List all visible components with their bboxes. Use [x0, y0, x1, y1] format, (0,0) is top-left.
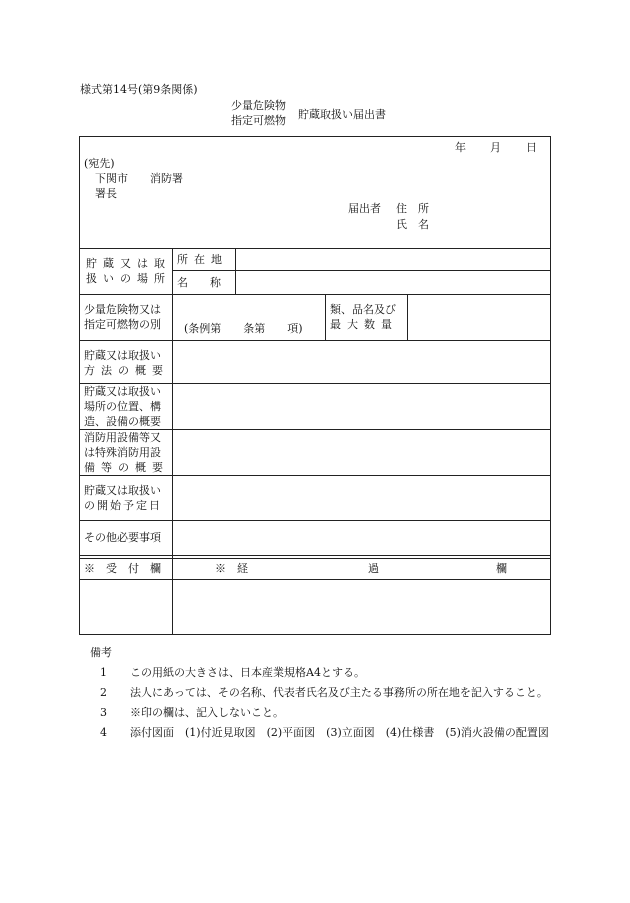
rule-fire: [80, 475, 551, 476]
rule-storage-place: [80, 294, 551, 295]
rule-location-name: [172, 270, 551, 271]
title-line-small-hazmat: 少量危険物: [231, 99, 286, 112]
remark-item: 1 この用紙の大きさは、日本産業規格A4とする。: [100, 666, 365, 679]
rule-label-column: [172, 248, 173, 635]
rule-double-2: [80, 558, 551, 559]
form-title-category: [231, 98, 286, 128]
form-number: 様式第14号(第9条関係): [80, 83, 198, 96]
label-category: 少量危険物又は 指定可燃物の別: [84, 303, 161, 331]
label-start-date: 貯蔵又は取扱い の開始予定日: [84, 484, 162, 512]
label-facility: 貯蔵又は取扱い 場所の位置、構 造、設備の概要: [84, 385, 161, 428]
label-kind-quantity: 類、品名及び 最大数量: [330, 303, 398, 331]
ordinance-reference: (条例第 条第 項): [184, 322, 303, 335]
label-progress-1: ※ 経: [215, 562, 248, 575]
label-name: 名 称: [177, 276, 221, 289]
rule-reception-header: [80, 579, 551, 580]
form-title-main: 貯蔵取扱い届出書: [298, 108, 386, 121]
applicant-name-label: 氏 名: [396, 218, 429, 231]
applicant-address-label: 住 所: [396, 202, 429, 215]
rule-start: [80, 520, 551, 521]
date-month: 月: [490, 141, 501, 154]
remark-item: 2 法人にあっては、その名称、代表者氏名及び主たる事務所の所在地を記入すること。: [100, 686, 548, 699]
label-progress-2: 過: [368, 562, 379, 575]
remark-item: 3 ※印の欄は、記入しないこと。: [100, 706, 284, 719]
remarks-heading: 備考: [90, 646, 112, 659]
label-other: その他必要事項: [84, 531, 161, 544]
date-day: 日: [526, 141, 537, 154]
form-table: [79, 136, 551, 635]
label-method: 貯蔵又は取扱い 方法の概要: [84, 349, 169, 377]
title-line-designated-combustible: 指定可燃物: [231, 114, 286, 127]
label-reception: ※ 受 付 欄: [84, 562, 161, 575]
rule-category: [80, 340, 551, 341]
label-progress-3: 欄: [496, 562, 507, 575]
rule-sub-label-column: [235, 248, 236, 294]
label-location: 所在地: [177, 253, 228, 266]
rule-kind-right: [407, 294, 408, 340]
rule-double-1: [80, 555, 551, 556]
recipient-chief: 署長: [95, 187, 117, 200]
rule-kind-left: [325, 294, 326, 340]
date-year: 年: [455, 141, 466, 154]
label-fire-equipment: 消防用設備等又 は特殊消防用設 備等の概要: [84, 431, 169, 474]
applicant-label: 届出者: [348, 202, 381, 215]
remark-item: 4 添付図面 (1)付近見取図 (2)平面図 (3)立面図 (4)仕様書 (5)消火設備の配置図: [100, 726, 549, 739]
recipient-station: 下関市 消防署: [95, 172, 183, 185]
remarks: [88, 643, 558, 743]
label-storage-place: 貯蔵又は取 扱いの場所: [86, 257, 171, 285]
recipient-label: (宛先): [84, 157, 115, 170]
rule-top-section: [80, 248, 551, 249]
